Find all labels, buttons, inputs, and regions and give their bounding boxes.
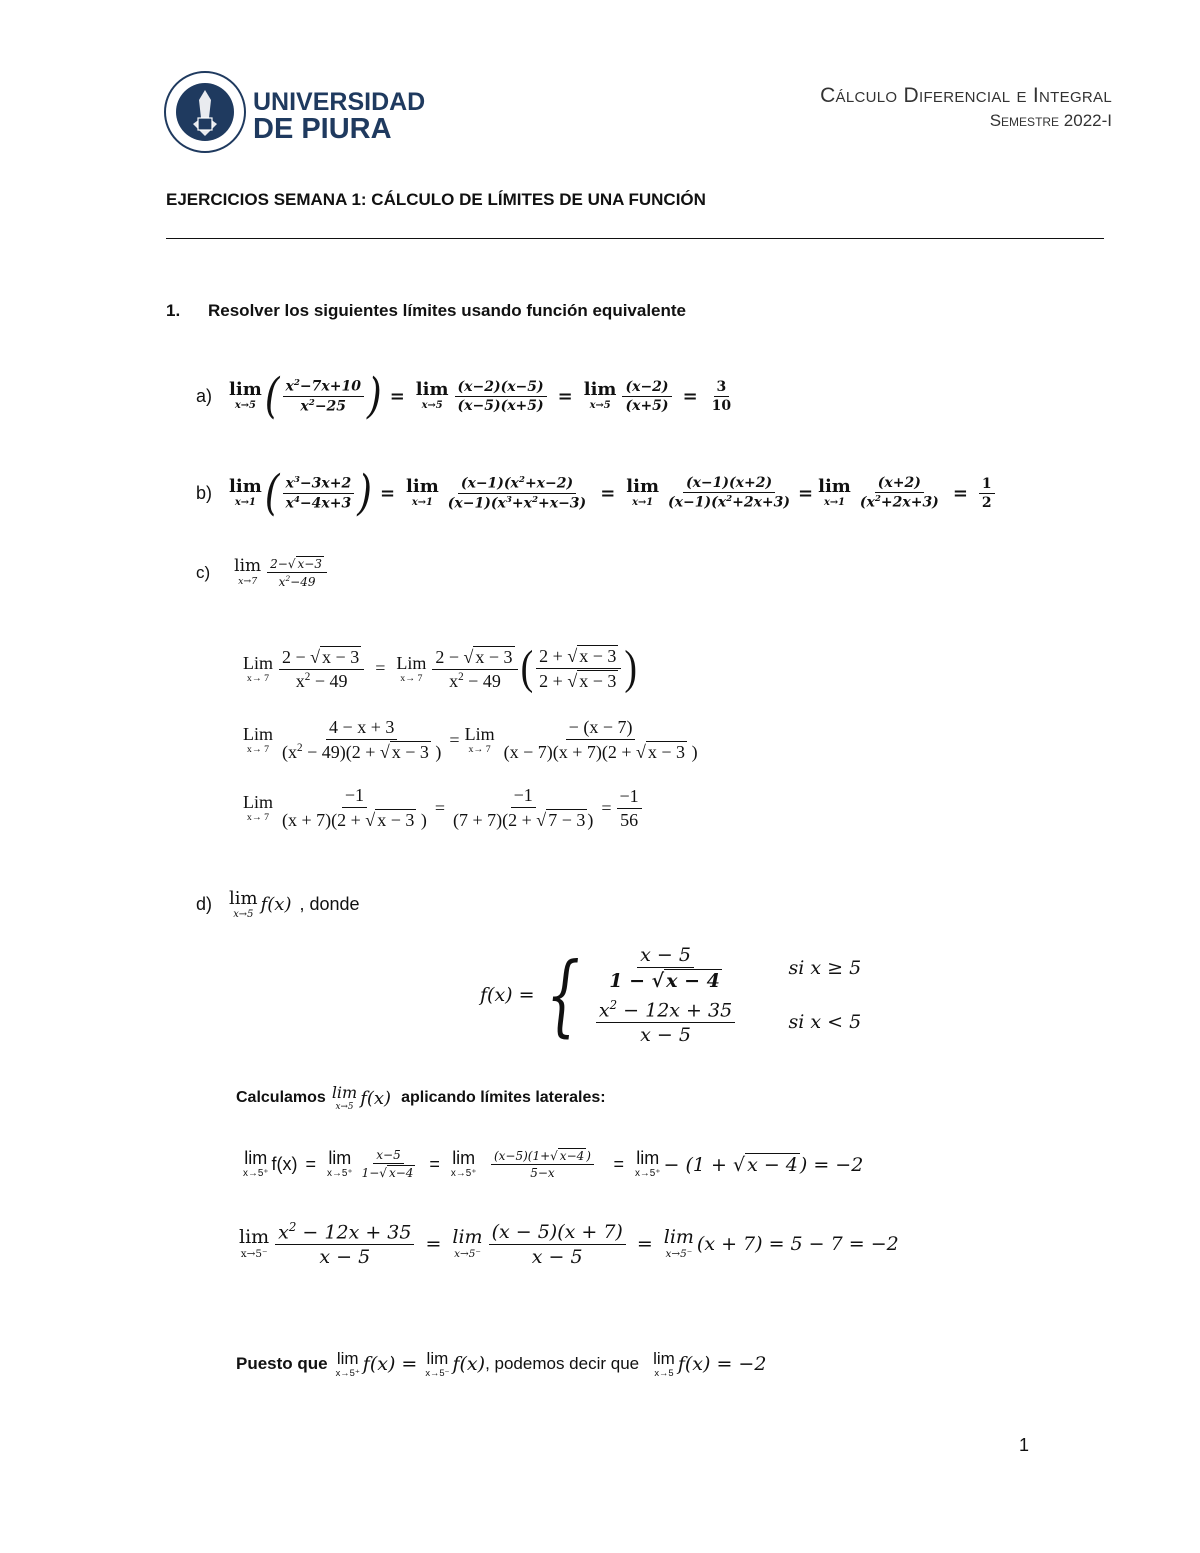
conclusion-text-2: , podemos decir que [485, 1354, 640, 1374]
title-divider [166, 238, 1104, 239]
conclusion: Puesto que lim x→5⁺ f(x) = lim x→5⁻ f(x) , podemos decir que lim x→5 f(x) = −2 [236, 1349, 767, 1378]
label-d: d) [196, 894, 213, 915]
c-solution-line-3: Lim x→ 7 −1 (x + 7)(2 + √ x − 3 ) = −1 (7 + 7)(2 + √ 7 − 3 ) = $\frac{-1}{56}$ [240, 785, 645, 831]
question-1 [166, 301, 686, 321]
label-b: b) [196, 482, 213, 503]
c-solution-line-1: Lim x→ 7 2 − √ x − 3 $x^2 - 49$ = Lim x→ 7 2 − √ x − 3 $x^2 - 49$ ( 2 + √ x − 3 2 + √ x − 3 ) [243, 642, 637, 695]
course-title: Cálculo Diferencial e Integral [820, 84, 1112, 107]
exercise-a: a) lim x→5 ( $\frac{x^2-7x+10}{x^2-25}$ ) = lim x→5 $\frac{(x-2)(x-5)}{(x-5)(x+5)}$ = lim x→5 $\frac{(x-2)}{(x+5)}$ = $\frac{3}{10}$ [196, 368, 732, 424]
calc-statement: Calculamos lim x→5 f(x) aplicando límites laterales: [236, 1083, 606, 1112]
c-solution-line-2: Lim x→ 7 4 − x + 3 $(x^2 - 49)(2$ + √ x − 3 ) = Lim x→ 7 − (x − 7) (x − 7)(x + 7)(2 + √ x − 3 ) [243, 717, 698, 762]
left-limit-line: lim x→5⁻ $\frac{x^2 - 12x + 35}{x - 5}$ = lim x→5⁻ $\frac{(x - 5)(x + 7)}{x - 5}$ = lim x→5⁻ (x + 7) = 5 − 7 = −2 [239, 1220, 899, 1269]
logo-text-line2: DE PIURA [253, 113, 392, 145]
page-number: 1 [1019, 1435, 1030, 1455]
calc-text-1: Calculamos [236, 1089, 326, 1107]
university-logo [165, 66, 426, 158]
question-text: Resolver los siguientes límites usando función equivalente [208, 301, 687, 320]
document-title: EJERCICIOS SEMANA 1: CÁLCULO DE LÍMITES DE UNA FUNCIÓN [166, 190, 706, 209]
label-a: a) [196, 385, 213, 406]
exercise-d: d) lim x→5 f(x) , donde [196, 888, 360, 920]
calc-text-2: aplicando límites laterales: [401, 1089, 606, 1107]
piecewise-function: f(x) = { x − 5 1 − √ x − 4 si x ≥ 5 $\frac{x^2 - 12x + 35}{x - 5}$ si x < 5 [480, 943, 862, 1047]
d-text: , donde [299, 894, 360, 915]
exercise-b: b) lim x→1 ( $\frac{x^3-3x+2}{x^4-4x+3}$ ) = lim x→1 $\frac{(x-1)(x^2+x-2)}{(x-1)(x^3+x^2+x-3)}$ = lim x→1 $\frac{(x-1)(x+2)}{(x-1)(x^2+2x+3)}$ = lim x→1 $\frac{(x+2)}{(x^2+2x+3)}$ = $\frac{1}{2}$ [196, 475, 998, 511]
right-limit-line: lim x→5⁺ f(x) = lim x→5⁺ x−5 1− √ x−4 = lim x→5⁺ (x−5)(1+ √ x−4 ) 5−x = lim x→5⁺ − (1 + √ x − 4 ) = −2 [243, 1148, 864, 1180]
condition-1: si x ≥ 5 [788, 957, 862, 979]
semester-label: Semestre 2022-I [989, 111, 1112, 130]
conclusion-text-1: Puesto que [236, 1354, 328, 1374]
question-number: 1. [166, 301, 181, 320]
condition-2: si x < 5 [788, 1011, 862, 1034]
exercise-c: c) lim x→7 2− √ x−3 $x^2-49$ [196, 556, 330, 589]
logo-text-line1: UNIVERSIDAD [253, 88, 426, 116]
label-c: c) [196, 562, 211, 582]
